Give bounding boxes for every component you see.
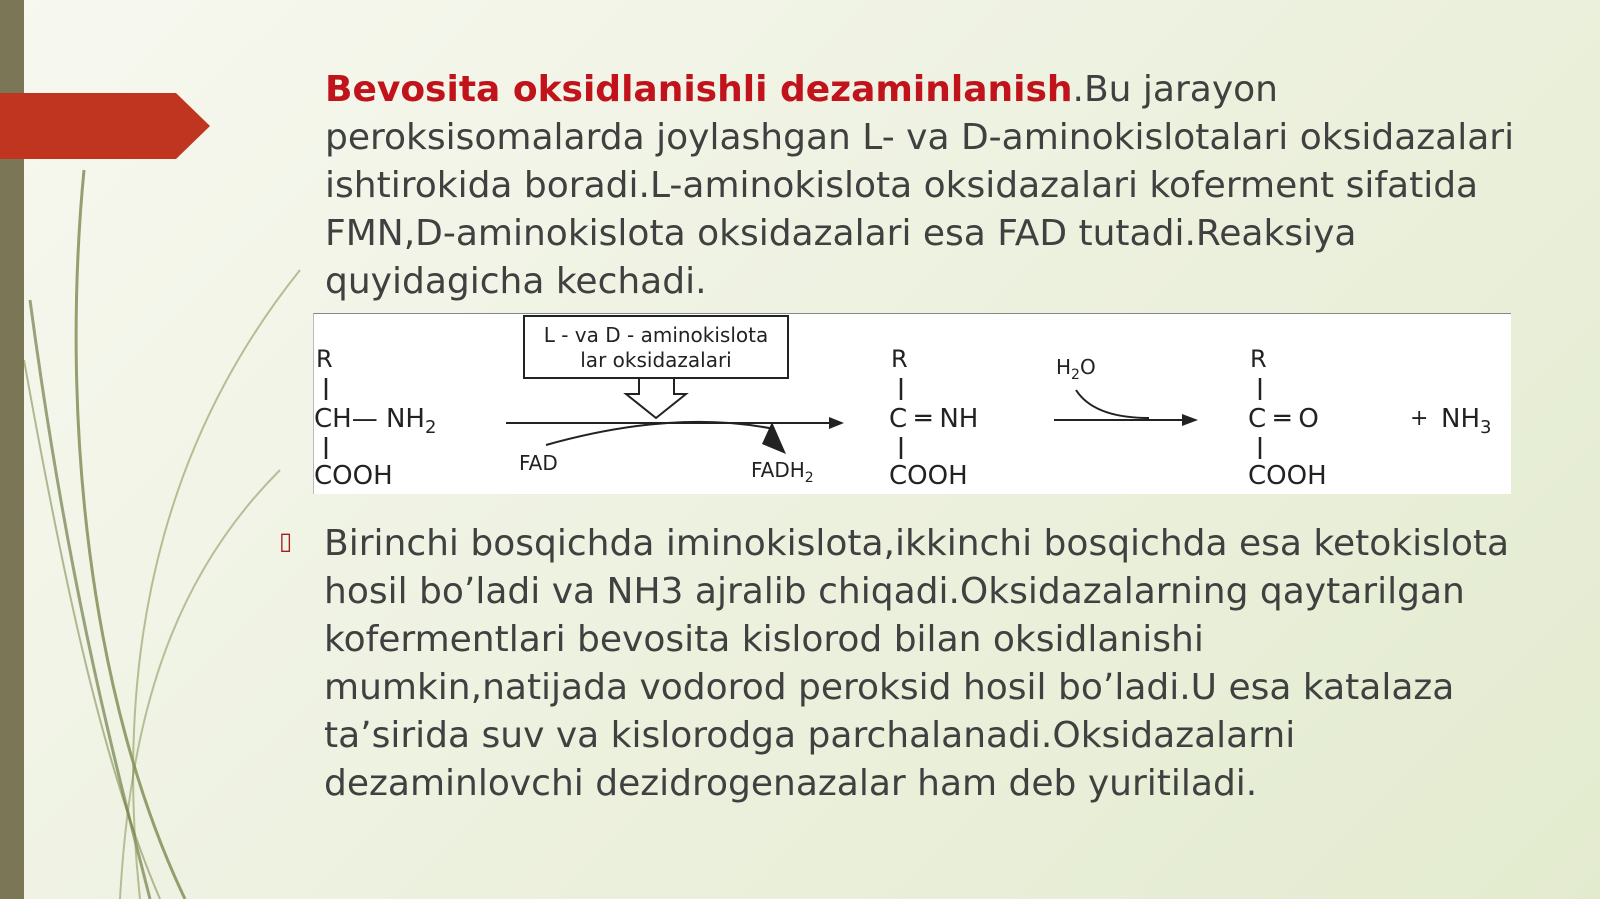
enzyme-label-line1: L - va D - aminokislota (543, 323, 769, 347)
down-arrow-icon (626, 378, 686, 418)
reaction-diagram (313, 313, 1511, 494)
slide-title-paragraph (325, 66, 1525, 306)
fad-label: FAD (519, 451, 558, 475)
water-curve (1076, 390, 1149, 418)
bullet-marker-icon: ▯ (279, 527, 293, 555)
reactant-ch-nh2: CH— $NH_2$ (314, 404, 437, 438)
cofactor-curve (546, 422, 774, 445)
red-arrow-tab (0, 93, 210, 159)
keto-cooh: COOH (1248, 461, 1327, 491)
imino-r: R (891, 345, 908, 373)
ammonia-label: $NH_3$ (1441, 404, 1492, 438)
imino-c-nh: C ═ NH (889, 404, 979, 434)
plus-sign: + (1410, 406, 1429, 431)
keto-c-o: C ═ O (1248, 404, 1319, 434)
title-bold-term: Bevosita oksidlanishli dezaminlanish (325, 69, 1073, 110)
imino-cooh: COOH (889, 461, 968, 491)
title-rest-text: .Bu jarayon peroksisomalarda joylashgan L- va D-aminokislotalari oksidazalari ishtirokida boradi.L-aminokislota oksidazalari koferment sifatida FMN,D-aminokislota oksidazalari esa FAD tutadi.Reaksiya quyidagicha kechadi. (325, 69, 1515, 302)
arrow-head-icon (829, 417, 844, 429)
keto-r: R (1250, 345, 1267, 373)
water-label: $H_2O$ (1056, 355, 1096, 383)
fadh2-label: $FADH_2$ (751, 458, 814, 486)
enzyme-label-line2: lar oksidazalari (580, 348, 732, 372)
arrow-head-icon (1182, 414, 1198, 426)
bullet-paragraph: Birinchi bosqichda iminokislota,ikkinchi bosqichda esa ketokislota hosil bo’ladi va NH3 ajralib chiqadi.Oksidazalarning qaytarilgan kofermentlari bevosita kislorod bilan oksidlanishi mumkin,natijada vodorod peroksid hosil bo’ladi.U esa katalaza ta’sirida suv va kislorodga parchalanadi.Oksidazalarni dezaminlovchi dezidrogenazalar ham deb yuritiladi. (324, 523, 1510, 804)
reactant-cooh: COOH (314, 461, 393, 491)
reactant-r: R (316, 345, 333, 373)
